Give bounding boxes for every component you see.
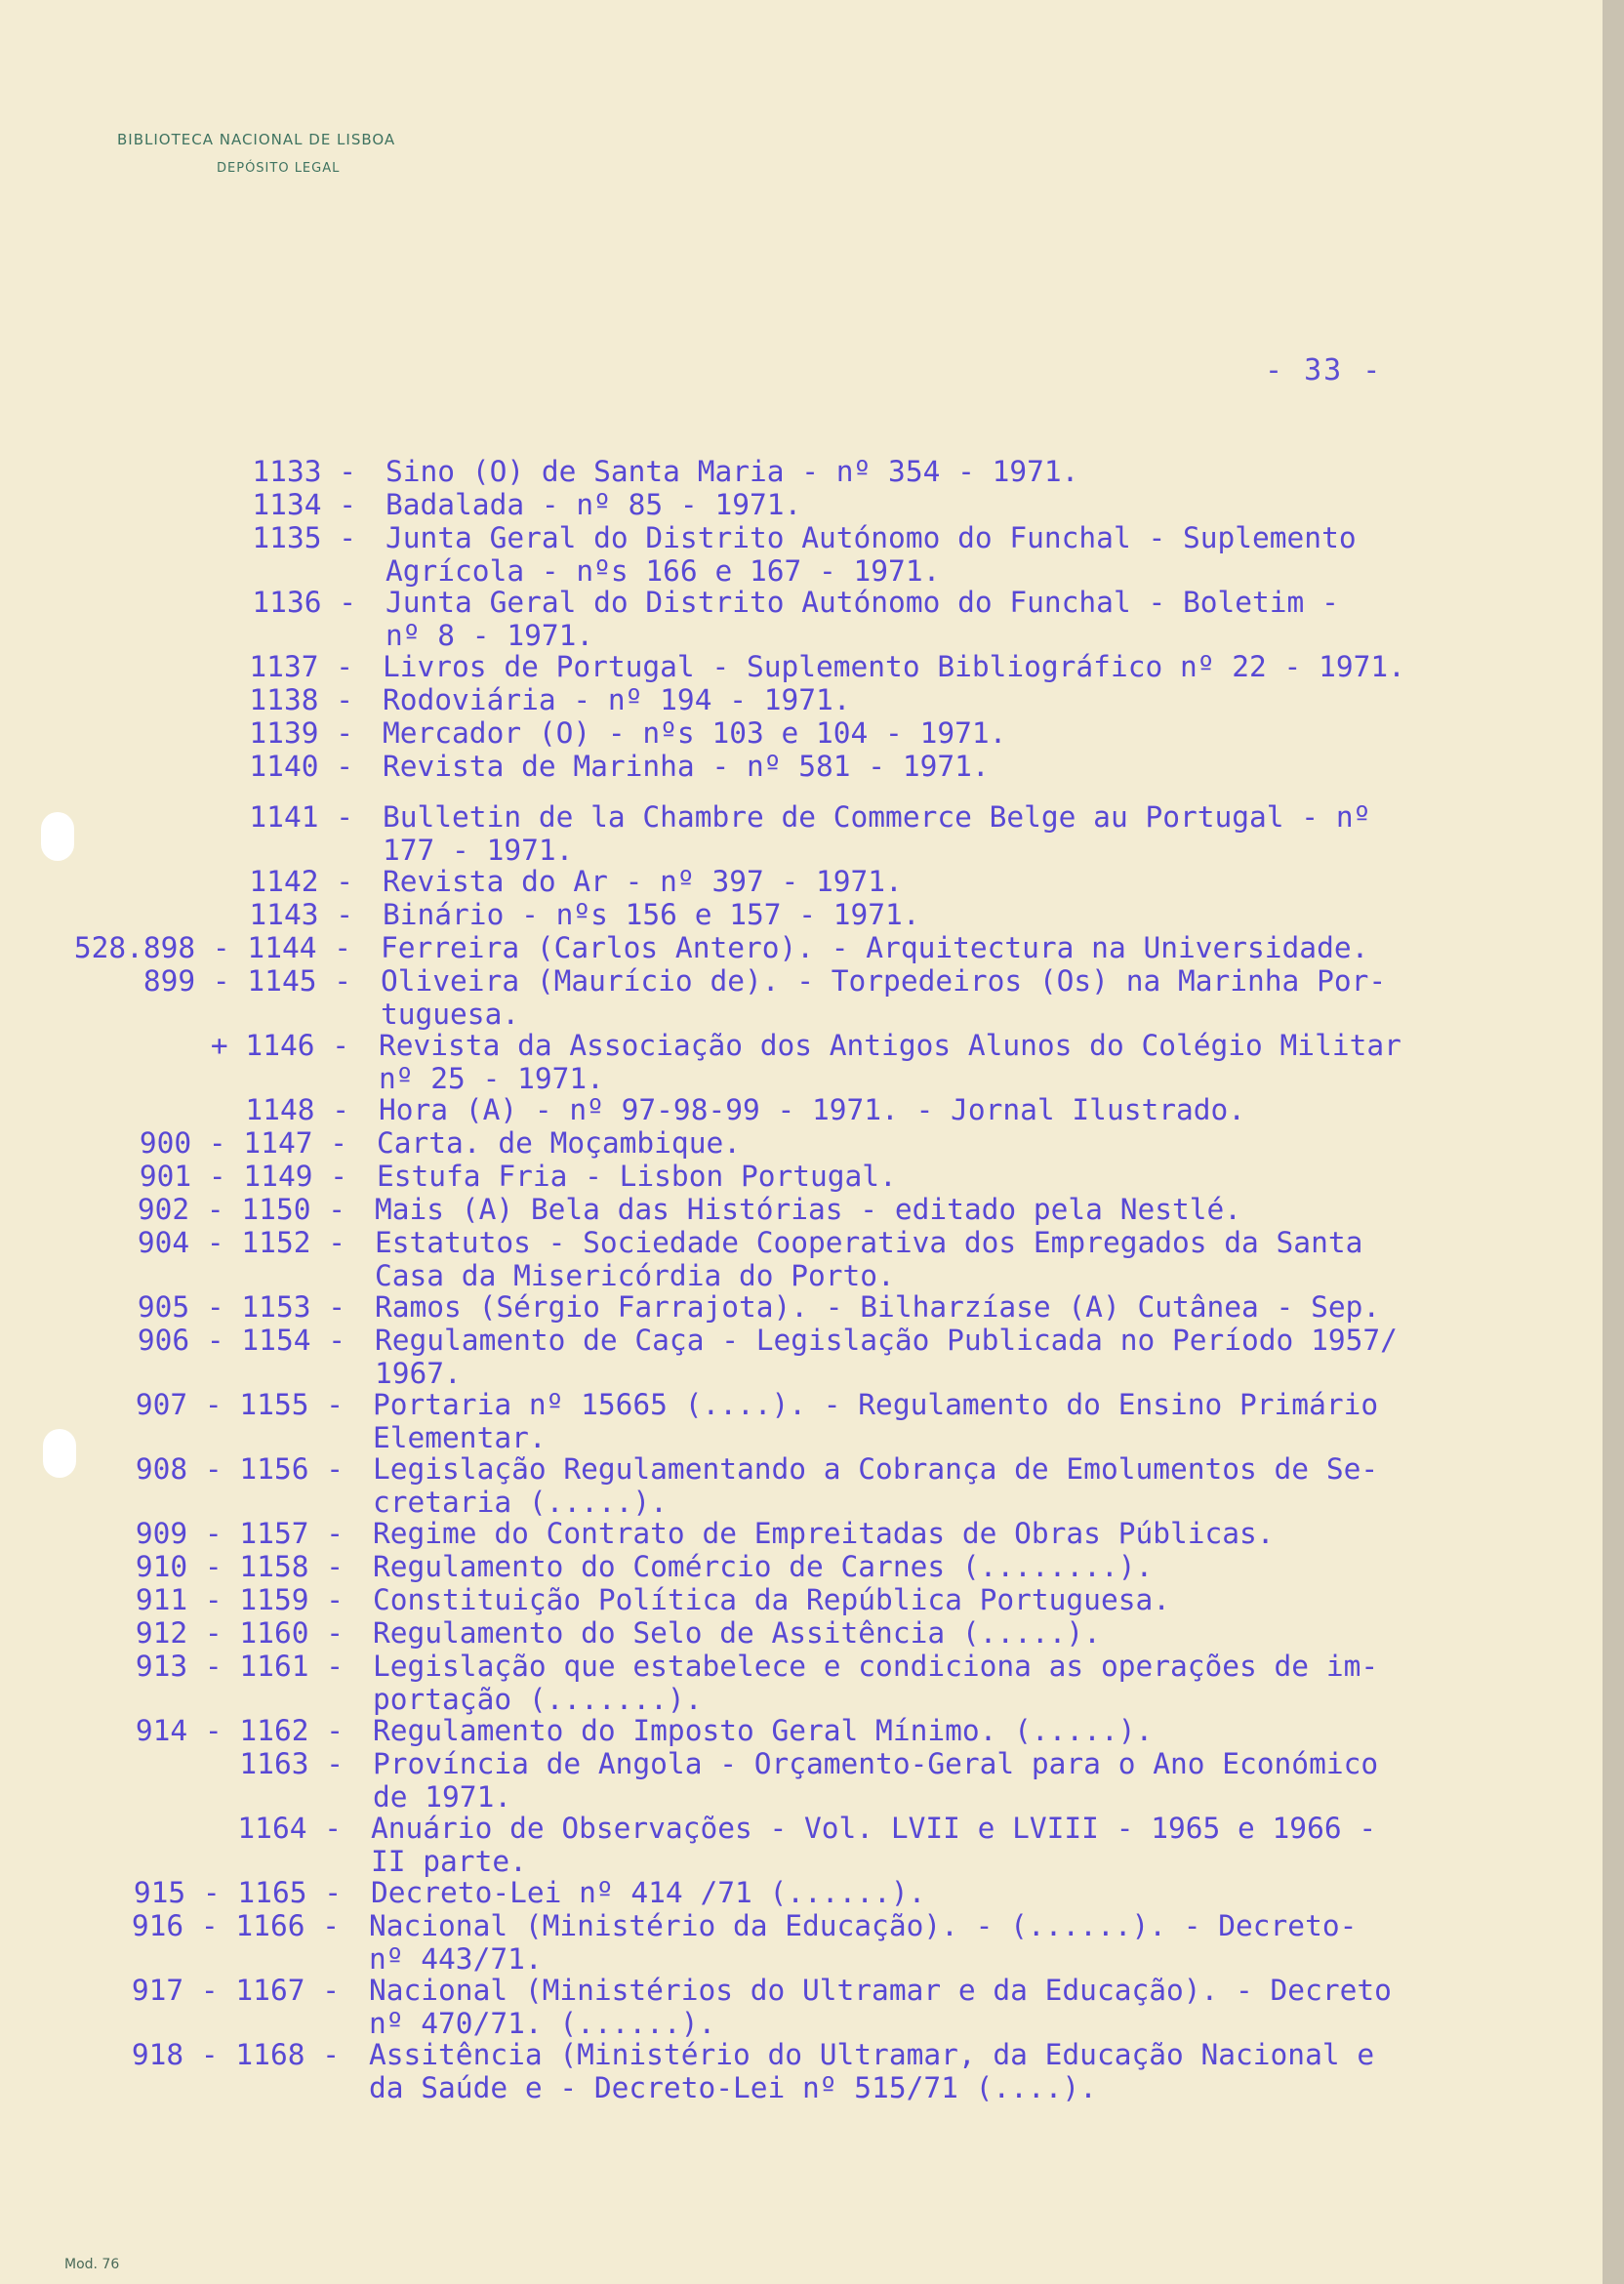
entry-number: 1143 - [249,898,353,931]
entry-line: Livros de Portugal - Suplemento Bibliográfico nº 22 - 1971. [383,650,1405,683]
entry-number: 906 - 1154 - [137,1324,345,1357]
entry-number: 1163 - [239,1747,344,1780]
entry-line: Assitência (Ministério do Ultramar, da Educação Nacional e [369,2038,1375,2071]
entry-text [373,1714,1153,1747]
entry-number: 902 - 1150 - [137,1193,345,1226]
entry-line: Regulamento do Imposto Geral Mínimo. (.....). [373,1714,1154,1747]
entry-number: 1134 - [252,488,356,521]
entry-number: 1140 - [249,750,353,783]
entry-text [379,1029,1401,1095]
entry-line: Regulamento do Selo de Assitência (.....). [373,1616,1101,1650]
entry-number: 1164 - [237,1812,342,1845]
entry-line: Bulletin de la Chambre de Commerce Belge au Portugal - nº [383,800,1371,834]
entry-line: Estatutos - Sociedade Cooperativa dos Empregados da Santa [375,1226,1363,1259]
entry-text [375,1324,1398,1390]
entry-line: Ferreira (Carlos Antero). - Arquitectura na Universidade. [381,931,1369,964]
entry-number: 909 - 1157 - [135,1517,344,1550]
entry-line: portação (.......). [373,1683,703,1716]
entry-number: 910 - 1158 - [135,1550,344,1583]
entry-line: 1967. [375,1357,462,1390]
entry-text [369,1909,1357,1976]
entry-text [386,586,1339,652]
punch-hole-top [41,812,74,861]
entry-line: Mercador (O) - nºs 103 e 104 - 1971. [383,716,1007,750]
entry-line: Província de Angola - Orçamento-Geral para o Ano Económico [373,1747,1379,1780]
entry-line: de 1971. [373,1780,512,1814]
entry-line: Elementar. [373,1421,547,1454]
entry-text [373,1517,1275,1550]
entry-number: 1138 - [249,683,353,716]
entry-number: 1141 - [249,800,353,834]
entry-text [373,1388,1378,1454]
entry-number: 1136 - [252,586,356,619]
entry-text [383,898,920,931]
entry-text [386,488,801,521]
entry-number: 917 - 1167 - [131,1974,340,2007]
entry-text [381,931,1368,964]
entry-text [383,750,990,783]
entry-text [383,800,1370,867]
entry-number: 904 - 1152 - [137,1226,345,1259]
entry-line: da Saúde e - Decreto-Lei nº 515/71 (....). [369,2071,1097,2104]
entry-line: Regime do Contrato de Empreitadas de Obras Públicas. [373,1517,1275,1550]
entry-line: Carta. de Moçambique. [377,1126,741,1160]
entry-number: 911 - 1159 - [135,1583,344,1616]
entry-line: Hora (A) - nº 97-98-99 - 1971. - Jornal Ilustrado. [379,1093,1246,1126]
entry-number: 901 - 1149 - [139,1160,347,1193]
entry-text [373,1583,1170,1616]
entry-text [373,1616,1101,1650]
entry-number: 1135 - [252,521,356,554]
entry-line: Agrícola - nºs 166 e 167 - 1971. [386,554,941,588]
entry-number: 900 - 1147 - [139,1126,347,1160]
entry-number: 912 - 1160 - [135,1616,344,1650]
entry-number: 905 - 1153 - [137,1290,345,1324]
entry-number: 1133 - [252,455,356,488]
entry-line: Nacional (Ministérios do Ultramar e da Educação). - Decreto [369,1974,1392,2007]
entry-line: Anuário de Observações - Vol. LVII e LVIII - 1965 e 1966 - [371,1812,1377,1845]
entry-text [383,683,851,716]
entry-line: Regulamento do Comércio de Carnes (........). [373,1550,1154,1583]
entry-number: 918 - 1168 - [131,2038,340,2071]
entry-number: 1142 - [249,865,353,898]
entry-text [369,1974,1392,2040]
entry-text [371,1876,925,1909]
entry-number: + 1146 - [210,1029,349,1062]
entry-line: Junta Geral do Distrito Autónomo do Funchal - Suplemento [386,521,1357,554]
entry-text [383,650,1405,683]
entry-text [375,1226,1362,1292]
entry-text [383,716,1006,750]
entry-line: Casa da Misericórdia do Porto. [375,1259,895,1292]
page-number: - 33 - [1265,353,1383,387]
entry-line: Oliveira (Maurício de). - Torpedeiros (Os) na Marinha Por- [381,964,1387,998]
entry-text [379,1093,1245,1126]
entry-text [369,2038,1374,2104]
entry-text [375,1290,1380,1324]
entry-line: Binário - nºs 156 e 157 - 1971. [383,898,920,931]
entry-number: 915 - 1165 - [133,1876,342,1909]
entry-text [381,964,1386,1031]
entry-line: Ramos (Sérgio Farrajota). - Bilharzíase (A) Cutânea - Sep. [375,1290,1381,1324]
library-header: BIBLIOTECA NACIONAL DE LISBOA [117,131,396,148]
entry-line: Mais (A) Bela das Histórias - editado pela Nestlé. [375,1193,1242,1226]
entry-text [377,1160,897,1193]
entry-line: Portaria nº 15665 (....). - Regulamento do Ensino Primário [373,1388,1379,1421]
entry-line: nº 25 - 1971. [379,1062,604,1095]
entry-line: Nacional (Ministério da Educação). - (......). - Decreto- [369,1909,1358,1942]
entry-text [377,1126,741,1160]
entry-line: Revista do Ar - nº 397 - 1971. [383,865,903,898]
entry-text [373,1650,1378,1716]
entry-text [386,521,1357,588]
entry-line: II parte. [371,1845,527,1878]
department-header: DEPÓSITO LEGAL [217,161,341,176]
entry-line: Sino (O) de Santa Maria - nº 354 - 1971. [386,455,1079,488]
entry-line: nº 443/71. [369,1942,543,1976]
entry-text [373,1452,1378,1519]
entry-line: Rodoviária - nº 194 - 1971. [383,683,851,716]
entry-text [373,1550,1153,1583]
entry-line: Constituição Política da República Portuguesa. [373,1583,1170,1616]
entry-line: Badalada - nº 85 - 1971. [386,488,802,521]
entry-text [386,455,1078,488]
entry-line: Revista da Associação dos Antigos Alunos do Colégio Militar [379,1029,1401,1062]
entry-number: 907 - 1155 - [135,1388,344,1421]
entry-number: 908 - 1156 - [135,1452,344,1486]
entry-line: cretaria (.....). [373,1486,668,1519]
form-code: Mod. 76 [64,2257,120,2272]
entry-text [371,1812,1376,1878]
entry-number: 1139 - [249,716,353,750]
entry-line: 177 - 1971. [383,834,574,867]
entry-line: Junta Geral do Distrito Autónomo do Funchal - Boletim - [386,586,1339,619]
entry-text [375,1193,1241,1226]
entry-number: 913 - 1161 - [135,1650,344,1683]
entry-line: Regulamento de Caça - Legislação Publicada no Período 1957/ [375,1324,1398,1357]
punch-hole-bottom [43,1429,76,1478]
entry-text [373,1747,1378,1814]
entry-line: Estufa Fria - Lisbon Portugal. [377,1160,897,1193]
entry-number: 1137 - [249,650,353,683]
entry-line: Legislação que estabelece e condiciona as operações de im- [373,1650,1379,1683]
entry-number: 916 - 1166 - [131,1909,340,1942]
entry-number: 528.898 - 1144 - [73,931,351,964]
entry-line: Decreto-Lei nº 414 /71 (......). [371,1876,926,1909]
entry-text [383,865,903,898]
entry-number: 899 - 1145 - [142,964,351,998]
entry-line: Revista de Marinha - nº 581 - 1971. [383,750,990,783]
entry-line: tuguesa. [381,998,520,1031]
entry-line: nº 470/71. (......). [369,2007,716,2040]
entry-line: Legislação Regulamentando a Cobrança de Emolumentos de Se- [373,1452,1379,1486]
entry-number: 914 - 1162 - [135,1714,344,1747]
entry-line: nº 8 - 1971. [386,619,594,652]
entry-number: 1148 - [245,1093,349,1126]
